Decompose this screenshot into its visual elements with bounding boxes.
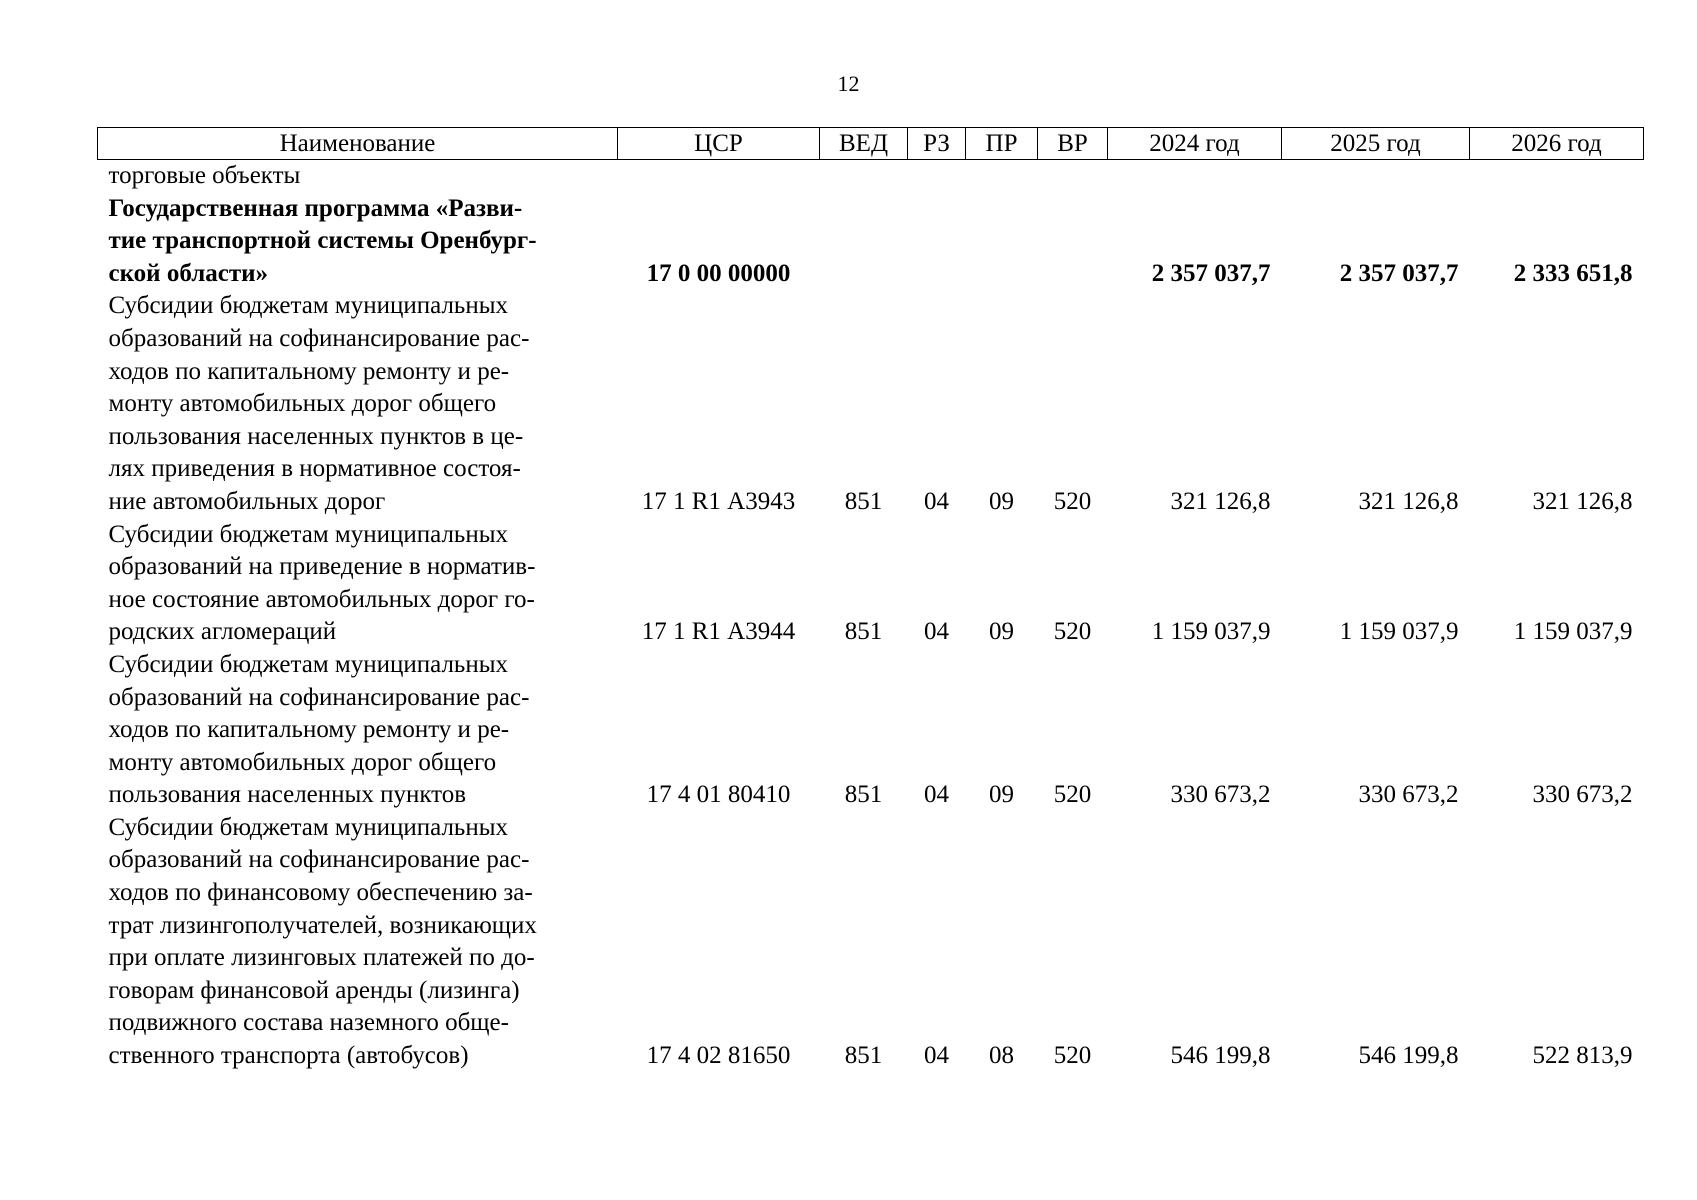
- cell-name-line: образований на софинансирование рас-: [108, 683, 530, 711]
- cell-name-line: монту автомобильных дорог общего: [108, 748, 497, 776]
- cell-name-line: ное состояние автомобильных дорог го-: [108, 585, 535, 613]
- cell-csr: 17 4 01 80410: [646, 781, 791, 809]
- cell-ved: [820, 160, 908, 193]
- cell-name-line: тие транспортной системы Оренбург-: [108, 227, 537, 255]
- cell-rz: 04: [924, 487, 949, 515]
- column-header-2024: 2024 год: [1108, 128, 1282, 160]
- cell-2024: 1 159 037,9: [1151, 618, 1271, 646]
- cell-pr: 09: [989, 487, 1014, 515]
- cell-csr: 17 0 00 00000: [646, 259, 791, 287]
- cell-name-line: ходов по капитальному ремонту и ре-: [108, 357, 510, 385]
- cell-ved: [820, 193, 908, 291]
- cell-rz: [908, 160, 966, 193]
- table-row: [98, 649, 1644, 812]
- table-body: [98, 160, 1644, 1073]
- table-row: [98, 812, 1644, 1073]
- cell-name-line: трат лизингополучателей, возникающих: [108, 911, 537, 939]
- cell-2024: 546 199,8: [1170, 1042, 1271, 1070]
- cell-name-line: пользования населенных пунктов: [108, 781, 467, 809]
- cell-pr: 09: [989, 781, 1014, 809]
- cell-ved: 851: [844, 1042, 883, 1070]
- cell-rz: 04: [924, 618, 949, 646]
- cell-2025: 321 126,8: [1358, 487, 1459, 515]
- cell-ved: 851: [844, 618, 883, 646]
- cell-name-line: лях приведения в нормативное состоя-: [108, 455, 521, 483]
- cell-name-line: ственного транспорта (автобусов): [108, 1042, 469, 1070]
- cell-vr: 520: [1053, 618, 1092, 646]
- cell-name-line: ходов по капитальному ремонту и ре-: [108, 716, 510, 744]
- column-header-pr: ПР: [966, 128, 1038, 160]
- cell-2025: 546 199,8: [1358, 1042, 1459, 1070]
- cell-csr: 17 1 R1 А3944: [641, 618, 796, 646]
- cell-ved: 851: [844, 781, 883, 809]
- cell-vr: 520: [1053, 487, 1092, 515]
- cell-2025: 2 357 037,7: [1339, 259, 1459, 287]
- cell-name: [98, 812, 618, 1073]
- column-header-rz: РЗ: [908, 128, 966, 160]
- cell-name-line: Субсидии бюджетам муниципальных: [108, 292, 509, 320]
- cell-name-line: родских агломераций: [108, 618, 337, 646]
- cell-2024: 330 673,2: [1170, 781, 1271, 809]
- cell-2025: [1282, 160, 1470, 193]
- cell-csr: 17 4 02 81650: [646, 1042, 791, 1070]
- cell-vr: [1038, 160, 1108, 193]
- cell-name: [98, 193, 618, 291]
- cell-2024: [1108, 160, 1282, 193]
- cell-vr: 520: [1053, 1042, 1092, 1070]
- cell-2026: 2 333 651,8: [1513, 259, 1633, 287]
- column-header-csr: ЦСР: [618, 128, 820, 160]
- cell-name: [98, 649, 618, 812]
- cell-name-line: образований на приведение в норматив-: [108, 553, 536, 581]
- column-header-2026: 2026 год: [1470, 128, 1644, 160]
- cell-2025: 1 159 037,9: [1339, 618, 1459, 646]
- column-header-vr: ВР: [1038, 128, 1108, 160]
- cell-rz: 04: [924, 781, 949, 809]
- cell-2026: 321 126,8: [1532, 487, 1633, 515]
- cell-name-line: Субсидии бюджетам муниципальных: [108, 520, 509, 548]
- cell-name: [98, 290, 618, 518]
- cell-2025: 330 673,2: [1358, 781, 1459, 809]
- cell-name: [98, 160, 618, 193]
- cell-name-line: при оплате лизинговых платежей по до-: [108, 944, 535, 972]
- table-row: [98, 519, 1644, 649]
- cell-name-line: пользования населенных пунктов в це-: [108, 422, 524, 450]
- cell-ved: 851: [844, 487, 883, 515]
- cell-name-line: Государственная программа «Разви-: [108, 194, 523, 222]
- cell-name-line: Субсидии бюджетам муниципальных: [108, 813, 509, 841]
- cell-name-line: подвижного состава наземного обще-: [108, 1009, 509, 1037]
- cell-2026: 522 813,9: [1532, 1042, 1633, 1070]
- cell-pr: [966, 160, 1038, 193]
- cell-2026: 330 673,2: [1532, 781, 1633, 809]
- cell-pr: 08: [989, 1042, 1014, 1070]
- cell-name-line: ской области»: [108, 259, 269, 287]
- table-row: [98, 160, 1644, 193]
- cell-2024: 2 357 037,7: [1151, 259, 1271, 287]
- cell-pr: [966, 193, 1038, 291]
- cell-vr: 520: [1053, 781, 1092, 809]
- cell-rz: [908, 193, 966, 291]
- cell-2024: 321 126,8: [1170, 487, 1271, 515]
- cell-2026: [1470, 160, 1644, 193]
- column-header-2025: 2025 год: [1282, 128, 1470, 160]
- page-number: 12: [837, 71, 860, 96]
- cell-pr: 09: [989, 618, 1014, 646]
- table-row: [98, 193, 1644, 291]
- table-row: [98, 290, 1644, 518]
- column-header-name: Наименование: [98, 128, 618, 160]
- cell-name-line: говорам финансовой аренды (лизинга): [108, 976, 520, 1004]
- cell-name: [98, 519, 618, 649]
- column-header-ved: ВЕД: [820, 128, 908, 160]
- cell-csr: 17 1 R1 А3943: [641, 487, 796, 515]
- cell-name-line: образований на софинансирование рас-: [108, 324, 530, 352]
- table-header-row: [98, 128, 1644, 160]
- cell-name-line: Субсидии бюджетам муниципальных: [108, 650, 509, 678]
- cell-2026: 1 159 037,9: [1513, 618, 1633, 646]
- cell-name-line: торговые объекты: [108, 162, 301, 189]
- cell-name-line: образований на софинансирование рас-: [108, 846, 530, 874]
- cell-name-line: ходов по финансовому обеспечению за-: [108, 879, 533, 907]
- budget-table: [97, 127, 1644, 1073]
- cell-csr: [618, 160, 820, 193]
- cell-name-line: монту автомобильных дорог общего: [108, 390, 497, 418]
- cell-rz: 04: [924, 1042, 949, 1070]
- cell-name-line: ние автомобильных дорог: [108, 487, 386, 515]
- cell-vr: [1038, 193, 1108, 291]
